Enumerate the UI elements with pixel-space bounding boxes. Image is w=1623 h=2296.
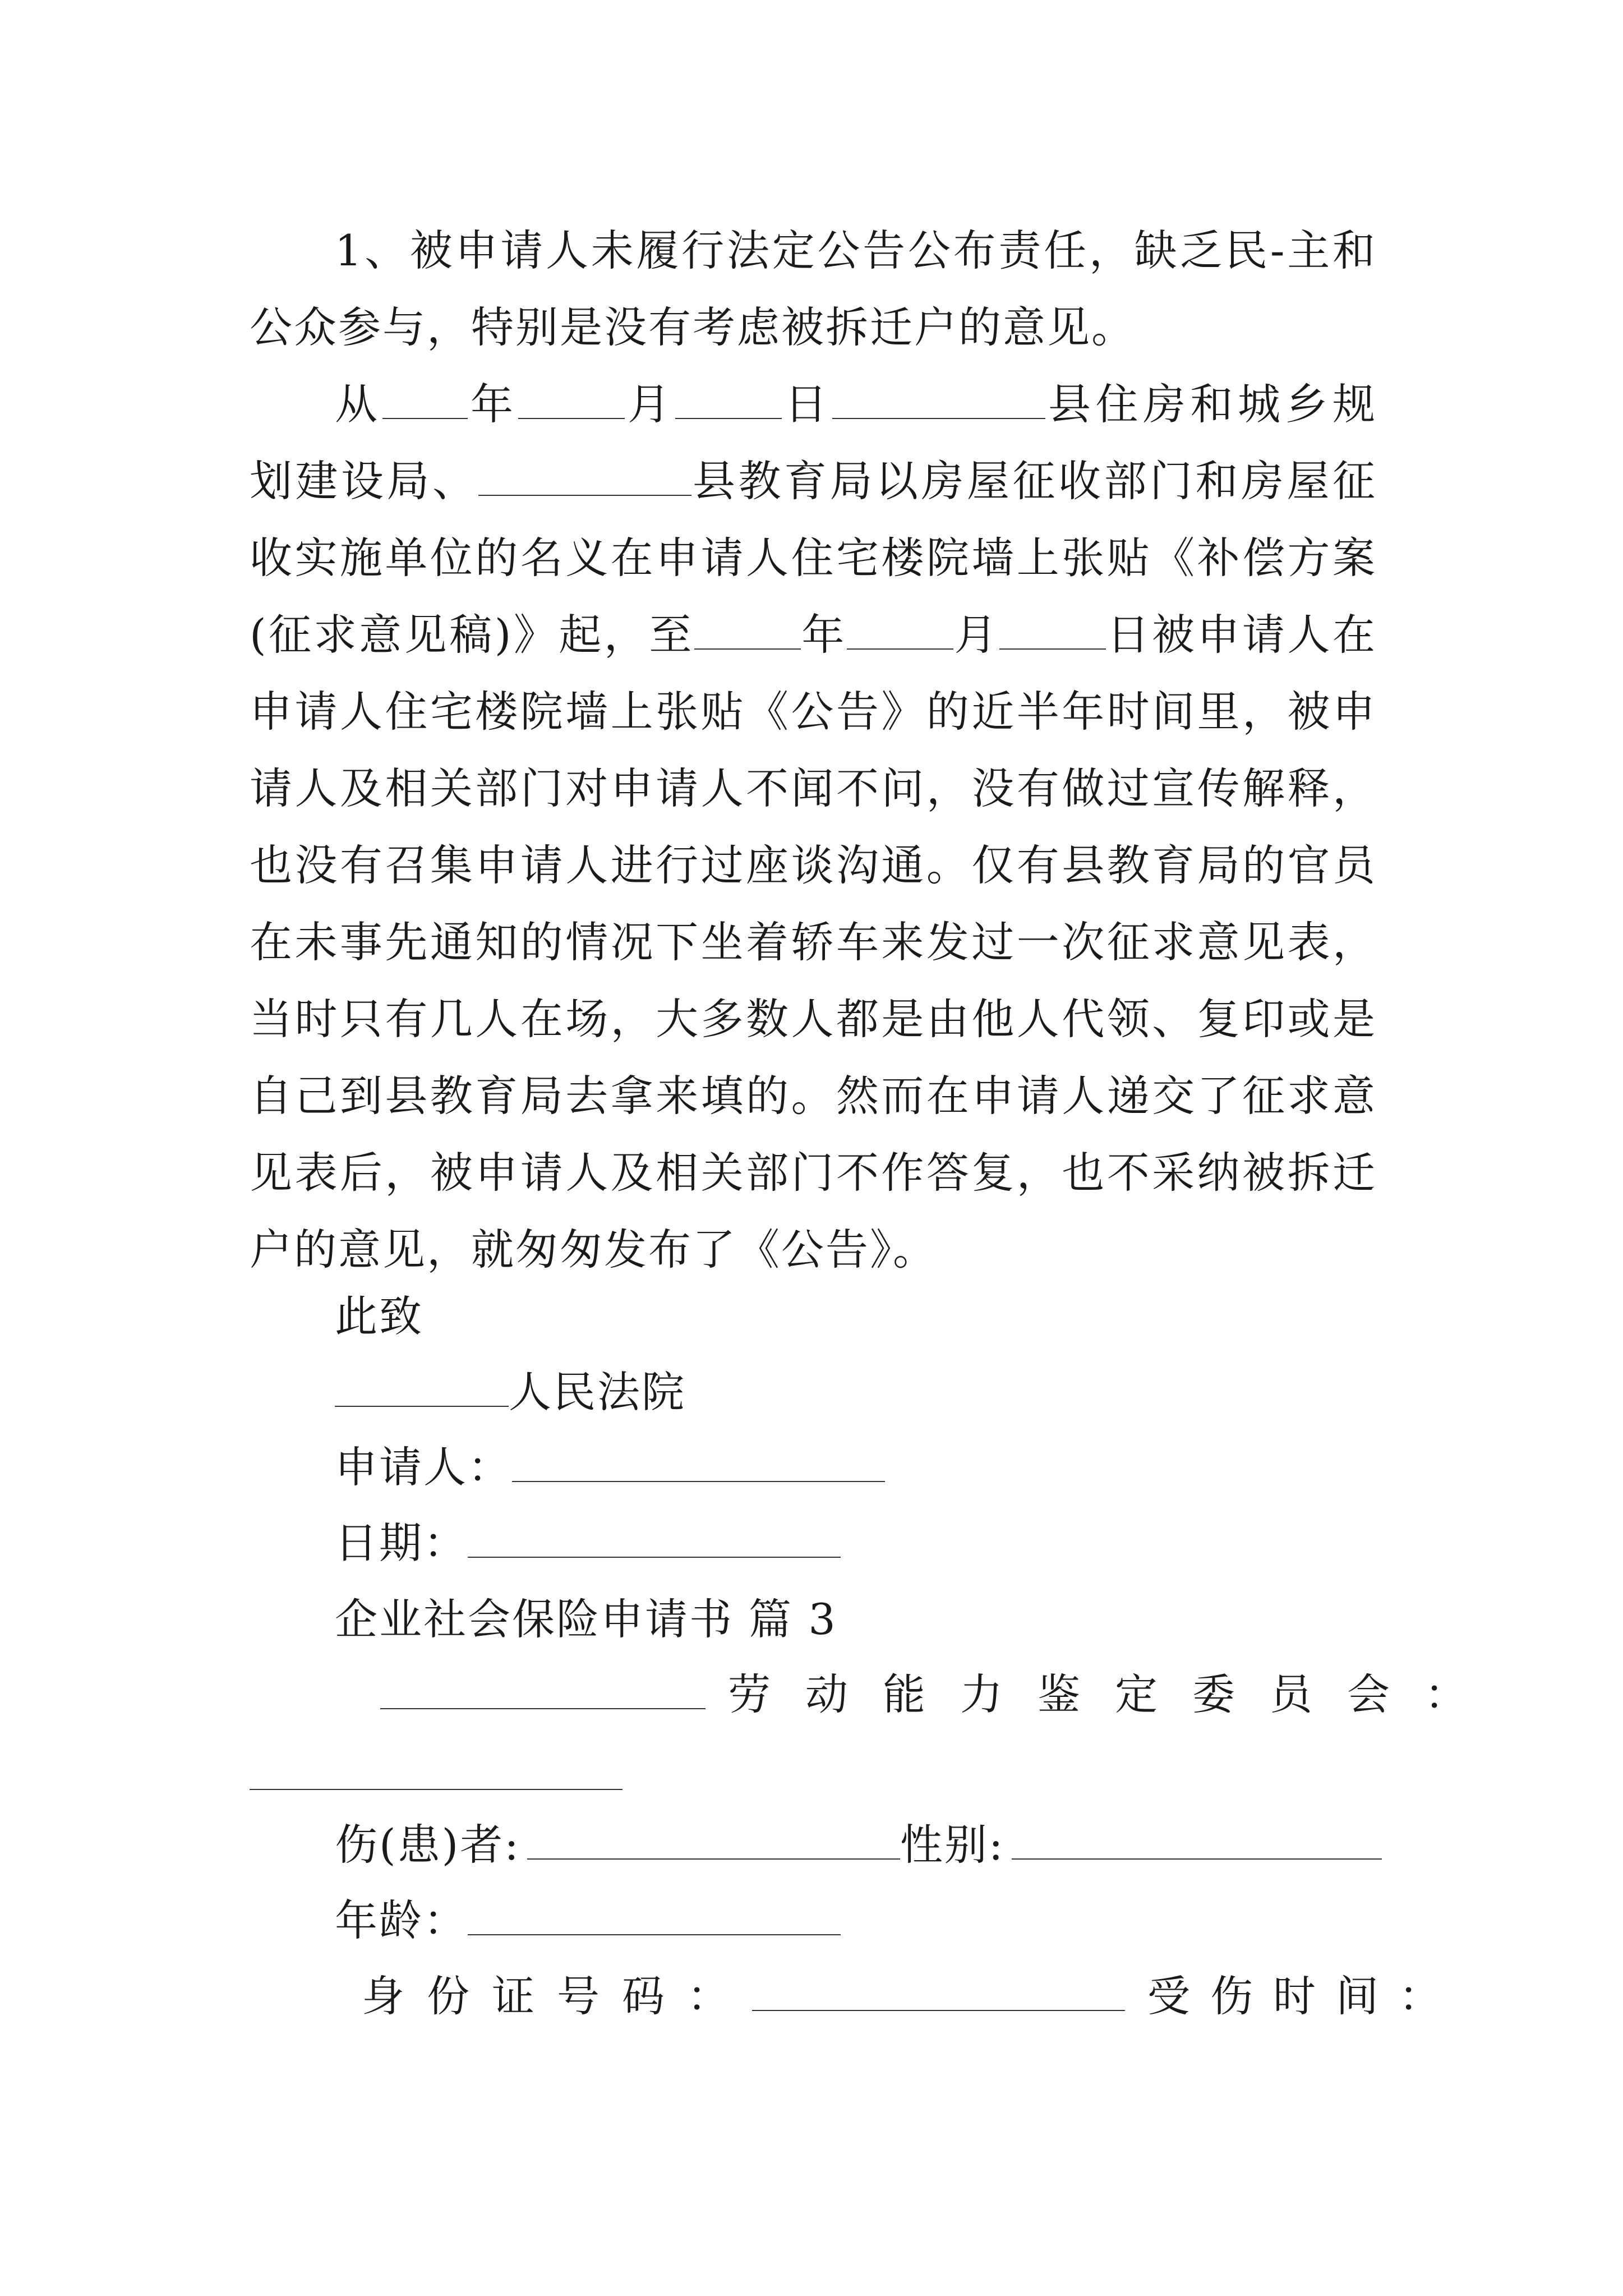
text-month: 月 xyxy=(624,379,675,429)
paragraph-1: 1、被申请人未履行法定公告公布责任，缺乏民-主和公众参与，特别是没有考虑被拆迁户的意见。 xyxy=(250,226,1377,352)
blank-county-2 xyxy=(478,460,691,496)
paragraph-2 xyxy=(250,366,1377,1288)
committee-line xyxy=(380,1667,1502,1723)
text-notice: 县教育局以房屋征收部门和房屋征收实施单位的名义在申请人住宅楼院墙上张贴《补偿方案(征求意见稿)》起，至 xyxy=(250,456,1377,660)
blank-day-2 xyxy=(999,614,1106,650)
text-body: 日被申请人在申请人住宅楼院墙上张贴《公告》的近半年时间里，被申请人及相关部门对申请人不闻不问，没有做过宣传解释，也没有召集申请人进行过座谈沟通。仅有县教育局的官员在未事先通知的情况下坐着轿车来发过一次征求意见表，当时只有几人在场，大多数人都是由他人代领、复印或是自己到县教育局去拿来填的。然而在申请人递交了征求意见表后，被申请人及相关部门不作答复，也不采纳被拆迁户的意见，就匆匆发布了《公告》。 xyxy=(250,610,1377,1274)
injured-field[interactable] xyxy=(527,1824,900,1860)
applicant-line xyxy=(335,1439,885,1496)
injured-label: 伤(患)者: xyxy=(335,1820,520,1870)
id-label: 身份证号码： xyxy=(362,1971,752,2021)
blank-month-2 xyxy=(847,614,953,650)
text-year-2: 年 xyxy=(800,610,847,660)
text-day: 日 xyxy=(781,379,832,429)
body-text xyxy=(250,212,1377,1288)
text-from: 从 xyxy=(335,379,382,429)
blank-day xyxy=(675,383,782,419)
court-line xyxy=(335,1364,686,1420)
committee-continue xyxy=(250,1747,623,1803)
committee-field[interactable] xyxy=(380,1673,706,1709)
date-line xyxy=(335,1515,841,1571)
date-field[interactable] xyxy=(468,1522,841,1558)
text-year: 年 xyxy=(467,379,518,429)
injury-time-label: 受伤时间： xyxy=(1147,1971,1461,2021)
blank-year xyxy=(382,383,468,419)
section-3-title: 企业社会保险申请书 篇 3 xyxy=(335,1594,837,1644)
blank-year-2 xyxy=(694,614,801,650)
salutation: 此致 xyxy=(335,1291,423,1341)
court-label: 人民法院 xyxy=(509,1367,686,1417)
age-line xyxy=(335,1893,841,1949)
committee-label: 劳动能力鉴定委员会： xyxy=(728,1669,1502,1719)
blank-court xyxy=(335,1371,509,1407)
id-field[interactable] xyxy=(752,1975,1125,2011)
injured-line xyxy=(335,1817,1382,1873)
text-bureau: 县住房和城乡规划建设局、 xyxy=(250,379,1377,506)
applicant-field[interactable] xyxy=(512,1446,885,1482)
blank-county xyxy=(832,383,1045,419)
applicant-label: 申请人： xyxy=(335,1442,512,1492)
gender-label: 性别: xyxy=(900,1820,1005,1870)
age-label: 年龄： xyxy=(335,1895,468,1945)
id-line xyxy=(362,1968,1461,2024)
age-field[interactable] xyxy=(468,1899,841,1935)
date-label: 日期： xyxy=(335,1518,468,1568)
committee-field-2[interactable] xyxy=(250,1766,623,1790)
gender-field[interactable] xyxy=(1012,1824,1382,1860)
text-month-2: 月 xyxy=(953,610,999,660)
blank-month xyxy=(518,383,625,419)
